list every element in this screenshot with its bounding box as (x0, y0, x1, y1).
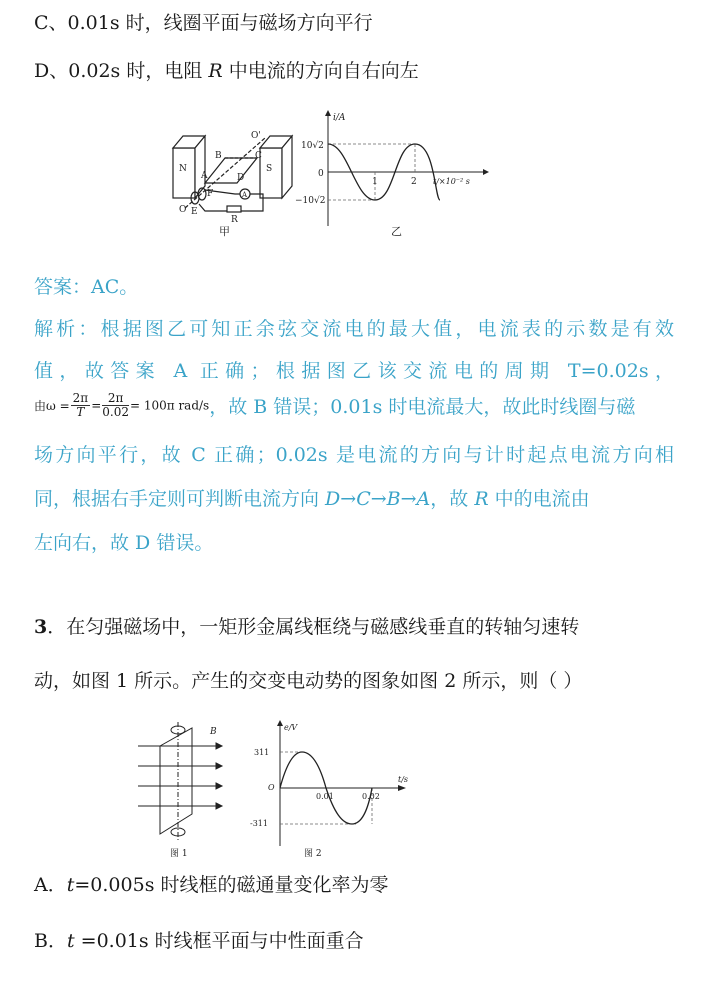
option-b-var: t (66, 930, 75, 952)
y-max-label: 10√2 (301, 141, 324, 151)
fraction-1-denominator: T (76, 405, 85, 419)
formula-fraction-1 (71, 392, 91, 419)
emf-y-max: 311 (254, 748, 270, 757)
rotating-frame-figure (138, 722, 222, 840)
label-S: S (266, 164, 273, 174)
x-axis-label: t/×10⁻² s (433, 177, 470, 186)
emf-origin: O (268, 783, 275, 792)
option-b-suffix: =0.01s 时线框平面与中性面重合 (74, 930, 364, 952)
option-b-q3 (34, 926, 364, 953)
emf-y-label: e/V (284, 723, 298, 732)
label-O-prime: O' (251, 131, 261, 141)
y-min-label: −10√2 (295, 196, 326, 206)
question-number: 3 (34, 616, 48, 638)
label-A: A (201, 171, 208, 181)
fraction-2-numerator: 2π (102, 392, 129, 406)
fraction-1-numerator: 2π (72, 391, 89, 405)
figure-label-jia: 甲 (219, 225, 230, 238)
ammeter-symbol: A (242, 191, 248, 199)
line5-mid: ，故 (430, 488, 475, 510)
label-B: B (215, 151, 222, 161)
origin-label: 0 (318, 169, 324, 179)
formula-result: = 100π rad/s (129, 398, 210, 413)
formula-fraction-2 (102, 392, 129, 419)
question-3-line-2: 动，如图 1 所示。产生的交变电动势的图象如图 2 所示，则（ ） (34, 670, 583, 692)
emf-y-min: -311 (250, 819, 268, 828)
option-d-suffix: 中电流的方向自右向左 (222, 60, 419, 82)
fig1-caption: 图 1 (170, 849, 188, 859)
figure-generator-and-current-graph (165, 108, 495, 240)
fig2-caption: 图 2 (304, 849, 322, 859)
answer-line: 答案：AC。 (34, 276, 139, 298)
line5-suffix: 中的电流由 (488, 488, 590, 510)
option-a-q3 (34, 870, 388, 897)
formula-prefix: 由ω = (34, 399, 70, 413)
question-3-text-1: ．在匀强磁场中，一矩形金属线框绕与磁感线垂直的转轴匀速转 (47, 616, 580, 638)
y-axis-label: i/A (333, 113, 346, 123)
question-3-line-1 (34, 612, 579, 639)
label-N: N (179, 164, 187, 174)
option-a-prefix: A． (34, 874, 67, 896)
analysis-line-3 (34, 392, 674, 419)
option-d-var: R (208, 60, 223, 82)
analysis-line-2: 值，故答案 A 正确；根据图乙该交流电的周期 T=0.02s， (34, 360, 674, 382)
line5-var: R (474, 488, 489, 510)
label-E: E (191, 207, 198, 217)
label-C: C (255, 151, 262, 161)
formula-equals: = (91, 398, 102, 413)
line5-prefix: 同，根据右手定则可判断电流方向 (34, 488, 326, 510)
label-R: R (231, 215, 238, 225)
current-graph (295, 110, 489, 226)
analysis-line-4: 场方向平行，故 C 正确；0.02s 是电流的方向与计时起点电流方向相 (34, 444, 674, 466)
option-b-prefix: B． (34, 930, 67, 952)
option-d-prefix: D、0.02s 时，电阻 (34, 60, 209, 82)
label-D: D (237, 173, 245, 183)
option-a-var: t (66, 874, 75, 896)
x-tick-1: 1 (372, 177, 378, 187)
emf-graph (250, 720, 408, 846)
analysis-line-6: 左向右，故 D 错误。 (34, 532, 214, 554)
x-tick-2: 2 (411, 177, 417, 187)
label-O: O (179, 205, 187, 215)
emf-x-tick-2: 0.02 (362, 792, 380, 801)
analysis-line-5 (34, 484, 590, 511)
analysis-line-1: 解析：根据图乙可知正余弦交流电的最大值，电流表的示数是有效 (34, 318, 674, 340)
generator-apparatus (173, 136, 292, 212)
option-d-prev (34, 56, 419, 83)
option-c-prev: C、0.01s 时，线圈平面与磁场方向平行 (34, 12, 373, 34)
emf-x-tick-1: 0.01 (316, 792, 334, 801)
figure-coil-and-emf-graph (130, 718, 420, 860)
emf-x-label: t/s (398, 775, 409, 784)
label-F: F (207, 189, 214, 199)
figure-label-yi: 乙 (391, 225, 402, 238)
analysis-line-3-rest: ，故 B 错误；0.01s 时电流最大，故此时线圈与磁 (209, 396, 636, 418)
current-path: D→C→B→A (325, 488, 431, 510)
option-a-suffix: =0.005s 时线框的磁通量变化率为零 (74, 874, 389, 896)
fraction-2-denominator: 0.02 (102, 405, 129, 419)
field-label-B: B (210, 727, 217, 737)
